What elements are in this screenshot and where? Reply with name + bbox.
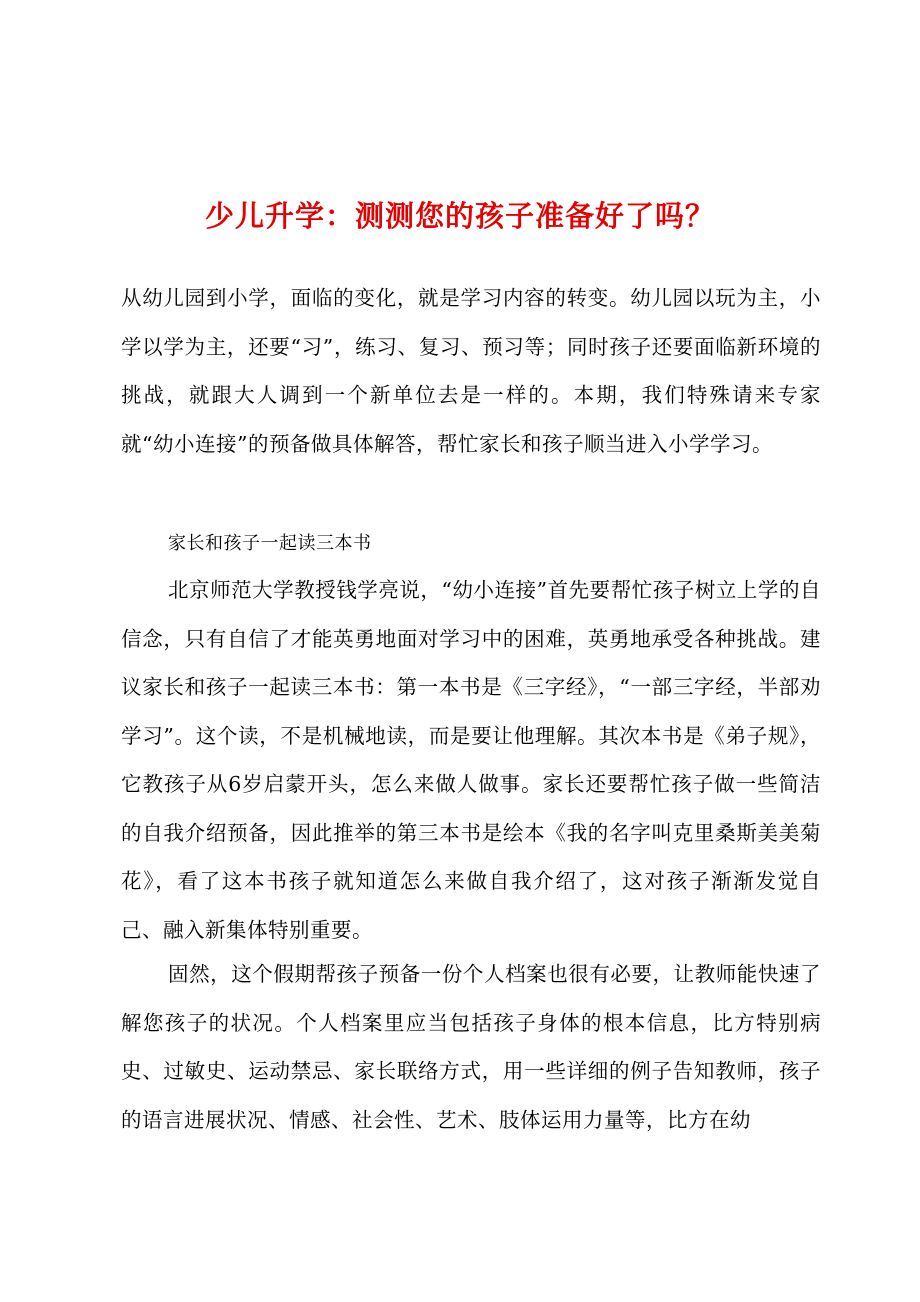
paragraph-intro: 从幼儿园到小学，面临的变化，就是学习内容的转变。幼儿园以玩为主，小学以学为主，还要“习”，练习、复习、预习等；同时孩子还要面临新环境的挑战，就跟大人调到一个新单位去是一样的。本期，我们特殊请来专家就“幼小连接”的预备做具体解答，帮忙家长和孩子顺当进入小学学习。: [121, 286, 821, 456]
page-title: 少儿升学：测测您的孩子准备好了吗？: [204, 199, 715, 233]
section-subheading: 家长和孩子一起读三本书: [168, 533, 372, 554]
paragraph-expert-advice: 北京师范大学教授钱学亮说，“幼小连接”首先要帮忙孩子树立上学的自信念，只有自信了才能英勇地面对学习中的困难，英勇地承受各种挑战。建议家长和孩子一起读三本书：第一本书是《三字经》，“一部三字经，半部劝学习”。这个读，不是机械地读，而是要让他理解。其次本书是《弟子规》，它教孩子从6岁启蒙开头，怎么来做人做事。家长还要帮忙孩子做一些简洁的自我介绍预备，因此推举的第三本书是绘本《我的名字叫克里桑斯美美菊花》，看了这本书孩子就知道怎么来做自我介绍了，这对孩子渐渐发觉自己、融入新集体特别重要。: [121, 578, 821, 942]
paragraph-personal-file: 固然，这个假期帮孩子预备一份个人档案也很有必要，让教师能快速了解您孩子的状况。个人档案里应当包括孩子身体的根本信息，比方特别病史、过敏史、运动禁忌、家长联络方式，用一些详细的例子告知教师，孩子的语言进展状况、情感、社会性、艺术、肢体运用力量等，比方在幼: [121, 962, 821, 1132]
